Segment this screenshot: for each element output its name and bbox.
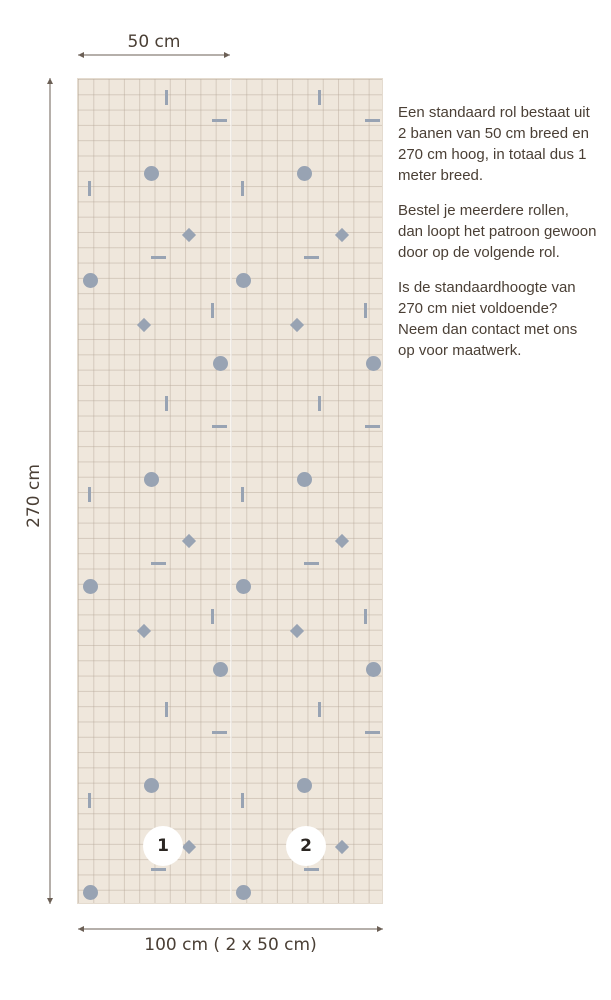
pattern-hbar [365,119,380,122]
panel-number-badge-2: 2 [286,826,326,866]
pattern-diamond [182,534,196,548]
pattern-vbar [88,181,91,196]
pattern-diamond [182,228,196,242]
pattern-diamond [137,624,151,638]
total-width-label: 100 cm ( 2 x 50 cm) [144,935,317,955]
info-paragraph-multiple-rolls: Bestel je meerdere rollen, dan loopt het patroon gewoon door op de volgende rol. [398,202,597,261]
pattern-dot [83,885,98,900]
pattern-dot [83,579,98,594]
wallpaper-preview [77,78,383,904]
pattern-dot [213,356,228,371]
pattern-hbar [151,868,166,871]
pattern-dot [236,273,251,288]
pattern-vbar [165,396,168,411]
pattern-hbar [212,731,227,734]
pattern-diamond [182,840,196,854]
pattern-hbar [365,425,380,428]
info-text [398,102,598,375]
info-paragraph-standard-roll: Een standaard rol bestaat uit 2 banen van 50 cm breed en 270 cm hoog, in totaal dus 1 meter breed. [398,104,590,184]
info-paragraph-custom-size: Is de standaardhoogte van 270 cm niet voldoende? Neem dan contact met ons op voor maatwerk. [398,279,578,359]
pattern-vbar [211,609,214,624]
pattern-dot [213,662,228,677]
panel-seam [230,79,232,903]
pattern-dot [144,166,159,181]
pattern-vbar [88,793,91,808]
pattern-dot [144,778,159,793]
pattern-vbar [241,181,244,196]
pattern-dot [236,885,251,900]
pattern-dot [297,166,312,181]
pattern-dot [297,472,312,487]
pattern-vbar [364,303,367,318]
pattern-vbar [165,702,168,717]
pattern-vbar [211,303,214,318]
pattern-hbar [365,731,380,734]
pattern-vbar [88,487,91,502]
pattern-hbar [304,256,319,259]
pattern-vbar [318,396,321,411]
pattern-dot [236,579,251,594]
pattern-dot [366,662,381,677]
pattern-vbar [241,487,244,502]
pattern-vbar [318,90,321,105]
pattern-hbar [151,256,166,259]
pattern-diamond [290,624,304,638]
pattern-hbar [212,425,227,428]
pattern-hbar [304,868,319,871]
pattern-diamond [335,840,349,854]
pattern-hbar [151,562,166,565]
pattern-vbar [241,793,244,808]
pattern-dot [144,472,159,487]
pattern-dot [83,273,98,288]
panel-number-badge-1: 1 [143,826,183,866]
height-label: 270 cm [24,464,44,528]
pattern-diamond [290,318,304,332]
pattern-dot [366,356,381,371]
pattern-vbar [364,609,367,624]
pattern-diamond [335,534,349,548]
pattern-vbar [165,90,168,105]
pattern-diamond [335,228,349,242]
pattern-diamond [137,318,151,332]
pattern-hbar [304,562,319,565]
pattern-dot [297,778,312,793]
pattern-hbar [212,119,227,122]
panel-width-label: 50 cm [127,32,181,52]
pattern-vbar [318,702,321,717]
